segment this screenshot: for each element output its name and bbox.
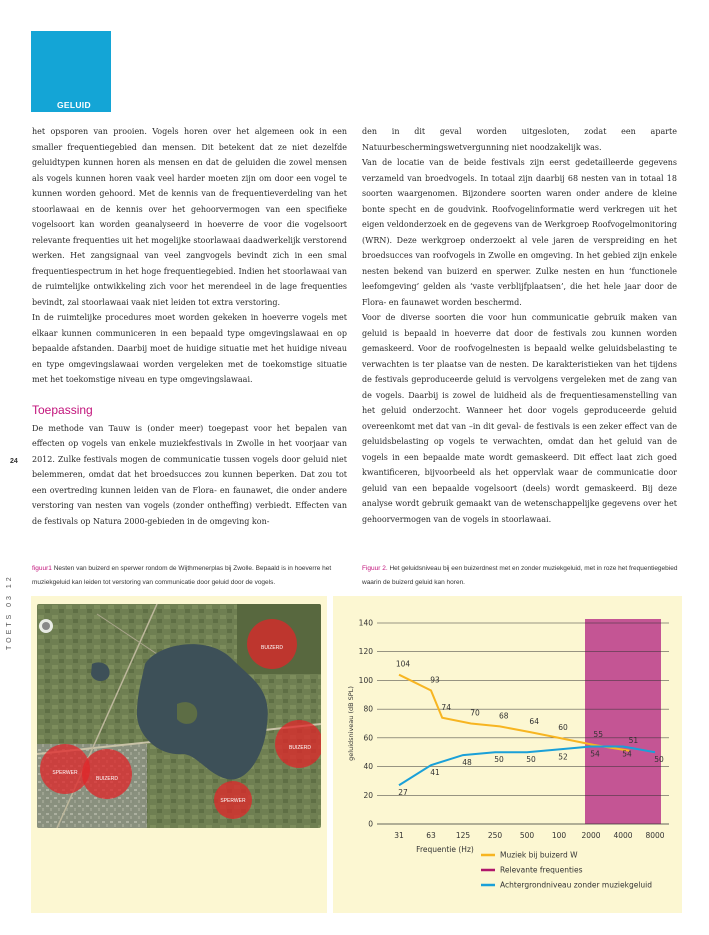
section-label: GELUID bbox=[57, 100, 91, 110]
legend-label: Relevante frequenties bbox=[500, 865, 583, 875]
legend-label: Achtergrondniveau zonder muziekgeluid bbox=[500, 880, 653, 890]
body-paragraph: den in dit geval worden uitgesloten, zodat een aparte Natuurbeschermingswetvergunning niet noodzakelijk was. bbox=[362, 127, 677, 152]
map-marker-label: SPERWER bbox=[52, 770, 78, 776]
data-label: 50 bbox=[654, 755, 664, 765]
body-paragraph: Van de locatie van de beide festivals zijn eerst gedetailleerde gegevens verzameld van broedvogels. In totaal zijn daarbij 68 nesten van in totaal 18 soorten waargenomen. Bijzondere soorten waren onder andere de kleine bonte specht en de goudvink. Roofvogelinformatie werd verkregen uit het eigen veldonderzoek en de gegevens van de Werkgroep Roofvogelmonitoring (WRN). Deze werkgroep onderzoekt al vele jaren de verspreiding en het broedsucces van roofvogels in Zwolle en omgeving. In het gebied zijn enkele nesten bekend van buizerd en sperwer. Zulke nesten en hun ‘functionele leefomgeving’ gelden als ‘vaste verblijfplaatsen’, die het hele jaar door de Flora- en faunawet worden beschermd. bbox=[362, 158, 677, 307]
x-tick-label: 250 bbox=[487, 831, 503, 840]
x-axis-title: Frequentie (Hz) bbox=[416, 845, 474, 854]
data-label: 68 bbox=[499, 711, 509, 721]
y-tick-label: 60 bbox=[363, 733, 373, 743]
y-tick-label: 40 bbox=[363, 762, 373, 772]
data-label: 60 bbox=[558, 722, 568, 732]
data-label: 64 bbox=[529, 717, 539, 727]
y-tick-label: 0 bbox=[368, 819, 373, 829]
map-marker-label: BUIZERD bbox=[289, 745, 311, 751]
y-axis-title: geluidsniveau (dB SPL) bbox=[347, 686, 355, 761]
map-marker-label: BUIZERD bbox=[96, 776, 118, 782]
figure1-caption-text: Nesten van buizerd en sperwer rondom de Wijthmenerplas bij Zwolle. Bepaald is in hoeverre het muziekgeluid kan leiden tot verstoring van communicatie door geluid door de vogels. bbox=[32, 565, 332, 586]
data-label: 50 bbox=[526, 755, 536, 765]
figure1-label: figuur1 bbox=[32, 565, 52, 572]
body-paragraph: De methode van Tauw is (onder meer) toegepast voor het bepalen van effecten op vogels van enkele muziekfestivals in Zwolle in het voorjaar van 2012. Zulke festivals mogen de communicatie tussen vogels door geluid niet belemmeren, omdat dat het broedsucces zou kunnen beperken. Dat zou tot een overtreding kunnen leiden van de Flora- en faunawet, die onder andere verstoring van nesten van vogels (zonder ontheffing) verbiedt. Effecten van de festivals op Natura 2000-gebieden in de omgeving kon- bbox=[32, 423, 347, 526]
journal-id: TOETS 03 12 bbox=[6, 574, 13, 650]
x-tick-label: 4000 bbox=[613, 831, 633, 840]
aerial-map-image bbox=[37, 604, 321, 828]
y-tick-label: 140 bbox=[358, 618, 373, 628]
figure2-label: Figuur 2. bbox=[362, 565, 388, 572]
body-paragraph: In de ruimtelijke procedures moet worden gekeken in hoeverre vogels met elkaar kunnen communiceren in een bepaald type omgevingslawaai en op bepaalde afstanden. Daarbij moet de huidige situatie met het huidige niveau en type omgevingslawaai worden vergeleken met de toekomstige situatie met het toekomstige niveau en type omgevingslawaai. bbox=[32, 313, 347, 384]
left-column bbox=[32, 124, 347, 529]
x-tick-label: 8000 bbox=[645, 831, 665, 840]
aerial-map bbox=[37, 604, 321, 828]
data-label: 93 bbox=[430, 675, 440, 685]
map-marker-label: BUIZERD bbox=[261, 645, 283, 651]
data-label: 54 bbox=[622, 749, 632, 759]
y-tick-label: 100 bbox=[358, 675, 373, 685]
map-marker-label: SPERWER bbox=[220, 798, 246, 804]
figure2-caption bbox=[362, 562, 682, 590]
data-label: 50 bbox=[494, 755, 504, 765]
data-label: 51 bbox=[628, 735, 639, 745]
x-tick-label: 100 bbox=[551, 831, 567, 840]
x-tick-label: 31 bbox=[394, 831, 404, 840]
data-label: 104 bbox=[395, 659, 411, 669]
y-tick-label: 80 bbox=[363, 704, 373, 714]
right-column bbox=[362, 124, 677, 527]
relevant-frequency-band bbox=[585, 619, 661, 824]
data-label: 54 bbox=[590, 749, 600, 759]
data-label: 52 bbox=[558, 752, 568, 762]
figure1-caption bbox=[32, 562, 332, 590]
body-paragraph: het opsporen van prooien. Vogels horen over het algemeen ook in een smaller frequentiegebied dan mensen. Dit betekent dat ze niet dezelfde geluidtypen kunnen horen als mensen en dat de geluiden die zowel mensen als vogels kunnen horen vaak veel harder moeten zijn om door een vogel te kunnen worden gehoord. Met de kennis van de frequentieverdeling van het stoorlawaai en de kennis over het gehoorvermogen van een specifieke vogelsoort kan worden geanalyseerd in hoeverre de voor die vogelsoort relevante frequenties uit het mogelijke stoorlawaai daadwerkelijk verstorend werken. Het zangsignaal van veel zangvogels bevindt zich in een smal frequentiespectrum in het hoge frequentiegebied. Indien het stoorlawaai van de ruimtelijke ontwikkeling zich voor het merendeel in de lage frequenties bevindt, zal stoorlawaai vaak niet leiden tot extra verstoring. bbox=[32, 127, 347, 307]
data-label: 74 bbox=[441, 702, 451, 712]
x-tick-label: 500 bbox=[519, 831, 535, 840]
data-label: 27 bbox=[398, 788, 408, 798]
data-label: 70 bbox=[470, 708, 480, 718]
x-tick-label: 125 bbox=[455, 831, 471, 840]
data-label: 41 bbox=[430, 768, 440, 778]
data-label: 48 bbox=[462, 758, 472, 768]
sound-level-chart bbox=[333, 596, 682, 913]
page-number: 24 bbox=[10, 458, 18, 465]
y-tick-label: 120 bbox=[358, 647, 373, 657]
y-tick-label: 20 bbox=[363, 790, 373, 800]
x-tick-label: 63 bbox=[426, 831, 436, 840]
body-paragraph: Voor de diverse soorten die voor hun communicatie gebruik maken van geluid is bepaald in hoeverre dat door de festivals zou kunnen worden gemaskeerd. Voor de roofvogelnesten is bepaald welke geluidsbelasting te verwachten is ter plaatse van de nesten. De karakteristieken van het tijdens de festivals geproduceerde geluid is vervolgens vergeleken met de zang van de vogels. Daarbij is zowel de luidheid als de frequentiesamenstelling van het geluid onderzocht. Wanneer het door vogels geproduceerde geluid overeenkomt met dat van –in dit geval- de festivals is een zeker effect van de geluidsbelasting op vogels te verwachten, omdat dan het geluid van de vogels in een bepaalde mate wordt gemaskeerd. Dit effect laat zich goed kwantificeren, bijvoorbeeld als het oppervlak waar de communicatie door geluid van een bepaalde vogelsoort (deels) wordt gemaskeerd. Bij deze analyse wordt gebruik gemaakt van de wetenschappelijke gegevens over het gehoorvermogen van de vogels in stoorlawaai. bbox=[362, 313, 677, 524]
figure2-caption-text: Het geluidsniveau bij een buizerdnest met en zonder muziekgeluid, met in roze het frequentiegebied waarin de buizerd geluid kan horen. bbox=[362, 565, 678, 586]
x-tick-label: 2000 bbox=[581, 831, 601, 840]
legend-label: Muziek bij buizerd W bbox=[500, 850, 578, 860]
section-heading: Toepassing bbox=[32, 402, 93, 417]
data-label: 55 bbox=[593, 730, 603, 740]
